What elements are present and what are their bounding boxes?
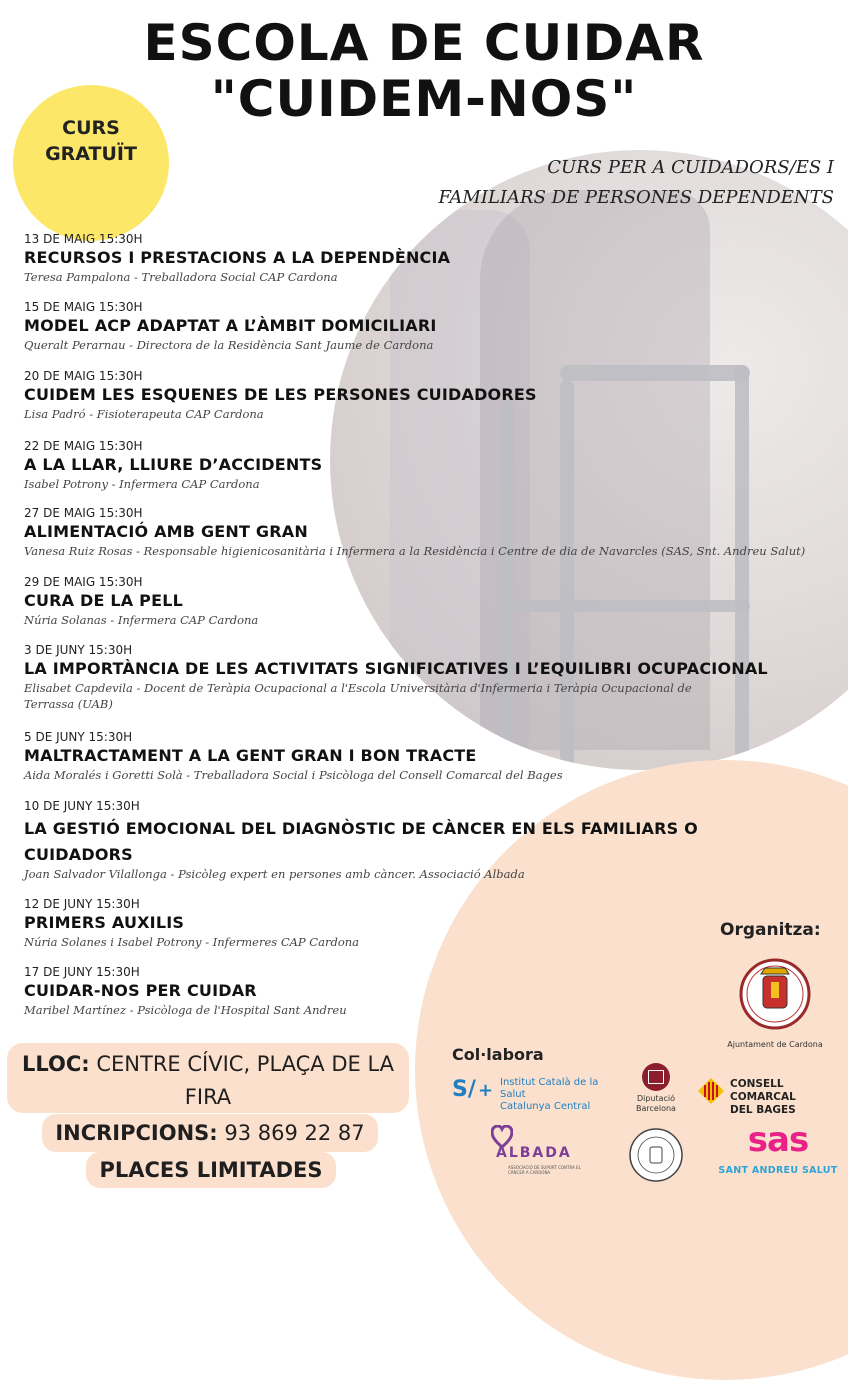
- session-item: [24, 300, 814, 353]
- session-title: MALTRACTAMENT A LA GENT GRAN I BON TRACTE: [24, 746, 477, 765]
- albada-name: ALBADA: [496, 1145, 572, 1161]
- collaborators-label: Col·labora: [452, 1045, 544, 1064]
- session-date: 3 DE JUNY 15:30H: [24, 643, 133, 657]
- session-title: CURA DE LA PELL: [24, 591, 183, 610]
- session-item: [24, 730, 814, 783]
- ics-logo: S/ + Institut Català de la Salut Catalunya Central: [452, 1077, 622, 1107]
- venue-value: CENTRE CÍVIC, PLAÇA DE LA: [96, 1052, 394, 1076]
- page-title-line2: "CUIDEM-NOS": [210, 70, 638, 128]
- session-title: LA GESTIÓ EMOCIONAL DEL DIAGNÒSTIC DE CÀNCER EN ELS FAMILIARS O: [24, 819, 698, 838]
- session-speaker: Maribel Martínez - Psicòloga de l'Hospital Sant Andreu: [24, 1003, 347, 1017]
- session-date: 15 DE MAIG 15:30H: [24, 300, 143, 314]
- session-date: 17 DE JUNY 15:30H: [24, 965, 140, 979]
- session-title-continued: CUIDADORS: [24, 845, 133, 864]
- sas-name: SANT ANDREU SALUT: [718, 1165, 838, 1176]
- session-speaker: Joan Salvador Vilallonga - Psicòleg expert en persones amb càncer. Associació Albada: [24, 867, 525, 881]
- registration-phone: 93 869 22 87: [224, 1121, 365, 1145]
- venue-label: LLOC:: [21, 1052, 90, 1076]
- session-speaker: Queralt Perarnau - Directora de la Residència Sant Jaume de Cardona: [24, 338, 434, 352]
- session-item: [24, 643, 814, 712]
- session-date: 29 DE MAIG 15:30H: [24, 575, 143, 589]
- session-item: [24, 897, 814, 950]
- ccb-line1: CONSELL COMARCAL: [730, 1078, 796, 1103]
- session-item: [24, 506, 814, 559]
- registration-label: INCRIPCIONS:: [55, 1121, 218, 1145]
- session-speaker: Núria Solanas - Infermera CAP Cardona: [24, 613, 259, 627]
- venue-value-continued: FIRA: [184, 1085, 232, 1109]
- badge-line2: GRATUÏT: [45, 143, 137, 165]
- session-date: 10 DE JUNY 15:30H: [24, 799, 140, 813]
- session-speaker: Isabel Potrony - Infermera CAP Cardona: [24, 477, 260, 491]
- organizer-name: Ajuntament de Cardona: [727, 1040, 823, 1049]
- subtitle-line2: FAMILIARS DE PERSONES DEPENDENTS: [438, 187, 834, 208]
- organizer-label: Organitza:: [720, 920, 821, 940]
- registration-box: [42, 1114, 378, 1152]
- session-speaker: Elisabet Capdevila - Docent de Teràpia Ocupacional a l'Escola Universitària d'Infermeria i Teràpia Ocupacional de: [24, 681, 692, 695]
- ics-name-line1: Institut Català de la Salut: [500, 1077, 599, 1100]
- session-date: 5 DE JUNY 15:30H: [24, 730, 133, 744]
- diba-line2: Barcelona: [636, 1104, 676, 1113]
- session-title: CUIDEM LES ESQUENES DE LES PERSONES CUIDADORES: [24, 385, 537, 404]
- diba-line1: Diputació: [636, 1094, 676, 1103]
- session-date: 20 DE MAIG 15:30H: [24, 369, 143, 383]
- free-course-badge: [13, 85, 169, 241]
- session-title: CUIDAR-NOS PER CUIDAR: [24, 981, 257, 1000]
- session-title: MODEL ACP ADAPTAT A L’ÀMBIT DOMICILIARI: [24, 316, 437, 335]
- ics-name-line2: Catalunya Central: [500, 1101, 591, 1112]
- session-speaker-continued: Terrassa (UAB): [24, 697, 113, 711]
- session-speaker: Vanesa Ruiz Rosas - Responsable higienicosanitària i Infermera a la Residència i Centre de dia de Navarcles (SAS, Snt. Andreu Salut): [24, 544, 806, 558]
- session-speaker: Núria Solanes i Isabel Potrony - Infermeres CAP Cardona: [24, 935, 360, 949]
- cardona-seal-logo: [628, 1127, 684, 1183]
- page-title: ESCOLA DE CUIDAR: [143, 14, 705, 72]
- session-item: [24, 799, 814, 882]
- session-date: 22 DE MAIG 15:30H: [24, 439, 143, 453]
- session-date: 13 DE MAIG 15:30H: [24, 232, 143, 246]
- session-title: RECURSOS I PRESTACIONS A LA DEPENDÈNCIA: [24, 248, 451, 267]
- session-title: PRIMERS AUXILIS: [24, 913, 185, 932]
- diputacio-barcelona-logo: [628, 1063, 684, 1123]
- badge-line1: CURS: [62, 117, 120, 139]
- limited-places-box: PLACES LIMITADES: [86, 1152, 336, 1188]
- session-speaker: Aida Moralés i Goretti Solà - Treballadora Social i Psicòloga del Consell Comarcal del Bages: [24, 768, 563, 782]
- albada-tagline: ASSOCIACIÓ DE SUPORT CONTRA EL CÀNCER A CARDONA: [508, 1165, 581, 1175]
- sas-mark: sas: [747, 1120, 809, 1160]
- session-title: A LA LLAR, LLIURE D’ACCIDENTS: [24, 455, 323, 474]
- subtitle-line1: CURS PER A CUIDADORS/ES I: [547, 157, 834, 178]
- session-title: ALIMENTACIÓ AMB GENT GRAN: [24, 522, 308, 541]
- session-title: LA IMPORTÀNCIA DE LES ACTIVITATS SIGNIFICATIVES I L’EQUILIBRI OCUPACIONAL: [24, 659, 768, 678]
- session-speaker: Lisa Padró - Fisioterapeuta CAP Cardona: [24, 407, 264, 421]
- session-item: [24, 369, 814, 422]
- venue-box: [7, 1043, 409, 1113]
- ccb-line2: DEL BAGES: [730, 1104, 796, 1116]
- albada-logo: [488, 1123, 608, 1183]
- sas-logo: [718, 1122, 838, 1182]
- session-speaker: Teresa Pampalona - Treballadora Social CAP Cardona: [24, 270, 338, 284]
- session-item: [24, 439, 814, 492]
- consell-comarcal-bages-logo: [697, 1075, 847, 1116]
- ics-mark: S/: [452, 1077, 476, 1102]
- session-item: [24, 575, 814, 628]
- session-item: [24, 232, 814, 285]
- session-date: 27 DE MAIG 15:30H: [24, 506, 143, 520]
- session-date: 12 DE JUNY 15:30H: [24, 897, 140, 911]
- session-item: [24, 965, 814, 1018]
- cardona-coat-of-arms-logo: [735, 952, 815, 1036]
